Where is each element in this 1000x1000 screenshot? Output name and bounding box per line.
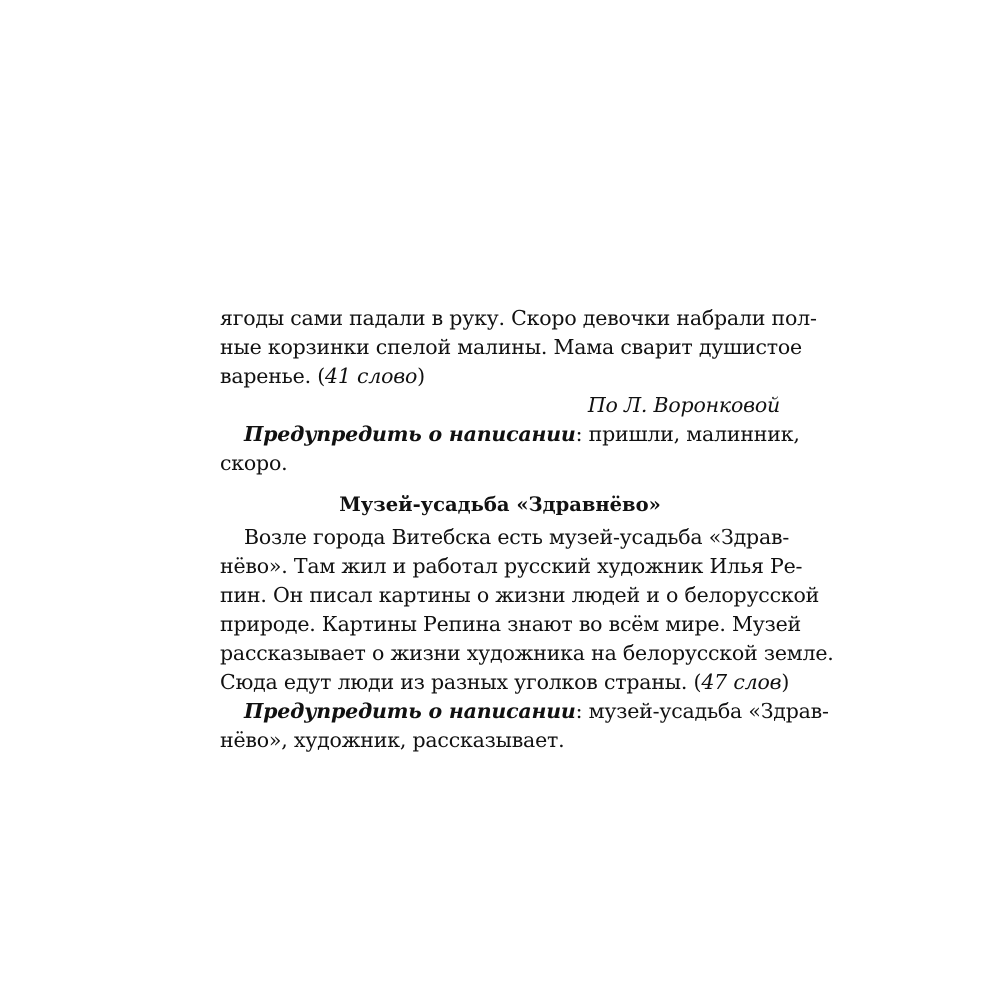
passage2-line-1: Возле города Витебска есть музей-усадьба «Здрав- (244, 525, 790, 549)
passage2-line-6 (220, 668, 790, 697)
passage1-line-1: ягоды сами падали в руку. Скоро девочки набрали пол- (220, 306, 817, 330)
passage1-line-3-text: варенье. ( (220, 364, 326, 388)
passage2-line-2: нёво». Там жил и работал русский художник Илья Ре- (220, 554, 803, 578)
warning-line-1 (220, 697, 829, 726)
passage1-line-3 (220, 362, 780, 391)
author-attribution: По Л. Воронковой (587, 393, 780, 417)
passage1-line-2: ные корзинки спелой малины. Мама сварит душистое (220, 335, 802, 359)
word-count: 41 слово (325, 364, 418, 388)
warning-label: Предупредить о написании (244, 699, 576, 723)
warning-words: : музей-усадьба «Здрав- (575, 699, 829, 723)
warning-label: Предупредить о написании (244, 422, 576, 446)
warning-line-2: скоро. (220, 451, 288, 475)
passage2-line-6-text: Сюда едут люди из разных уголков страны. ( (220, 670, 702, 694)
passage2-line-3: пин. Он писал картины о жизни людей и о белорусской (220, 583, 820, 607)
warning-line-1 (220, 420, 800, 449)
text-column (220, 304, 834, 755)
passage2-line-4: природе. Картины Репина знают во всём мире. Музей (220, 612, 801, 636)
word-count: 47 слов (701, 670, 782, 694)
passage1-line-3-close: ) (417, 364, 425, 388)
passage-title: Музей-усадьба «Здравнёво» (339, 493, 661, 516)
warning-line-2: нёво», художник, рассказывает. (220, 728, 565, 752)
warning-words: : пришли, малинник, (575, 422, 800, 446)
passage2-line-6-close: ) (781, 670, 790, 694)
passage2-line-5: рассказывает о жизни художника на белорусской земле. (220, 641, 834, 665)
